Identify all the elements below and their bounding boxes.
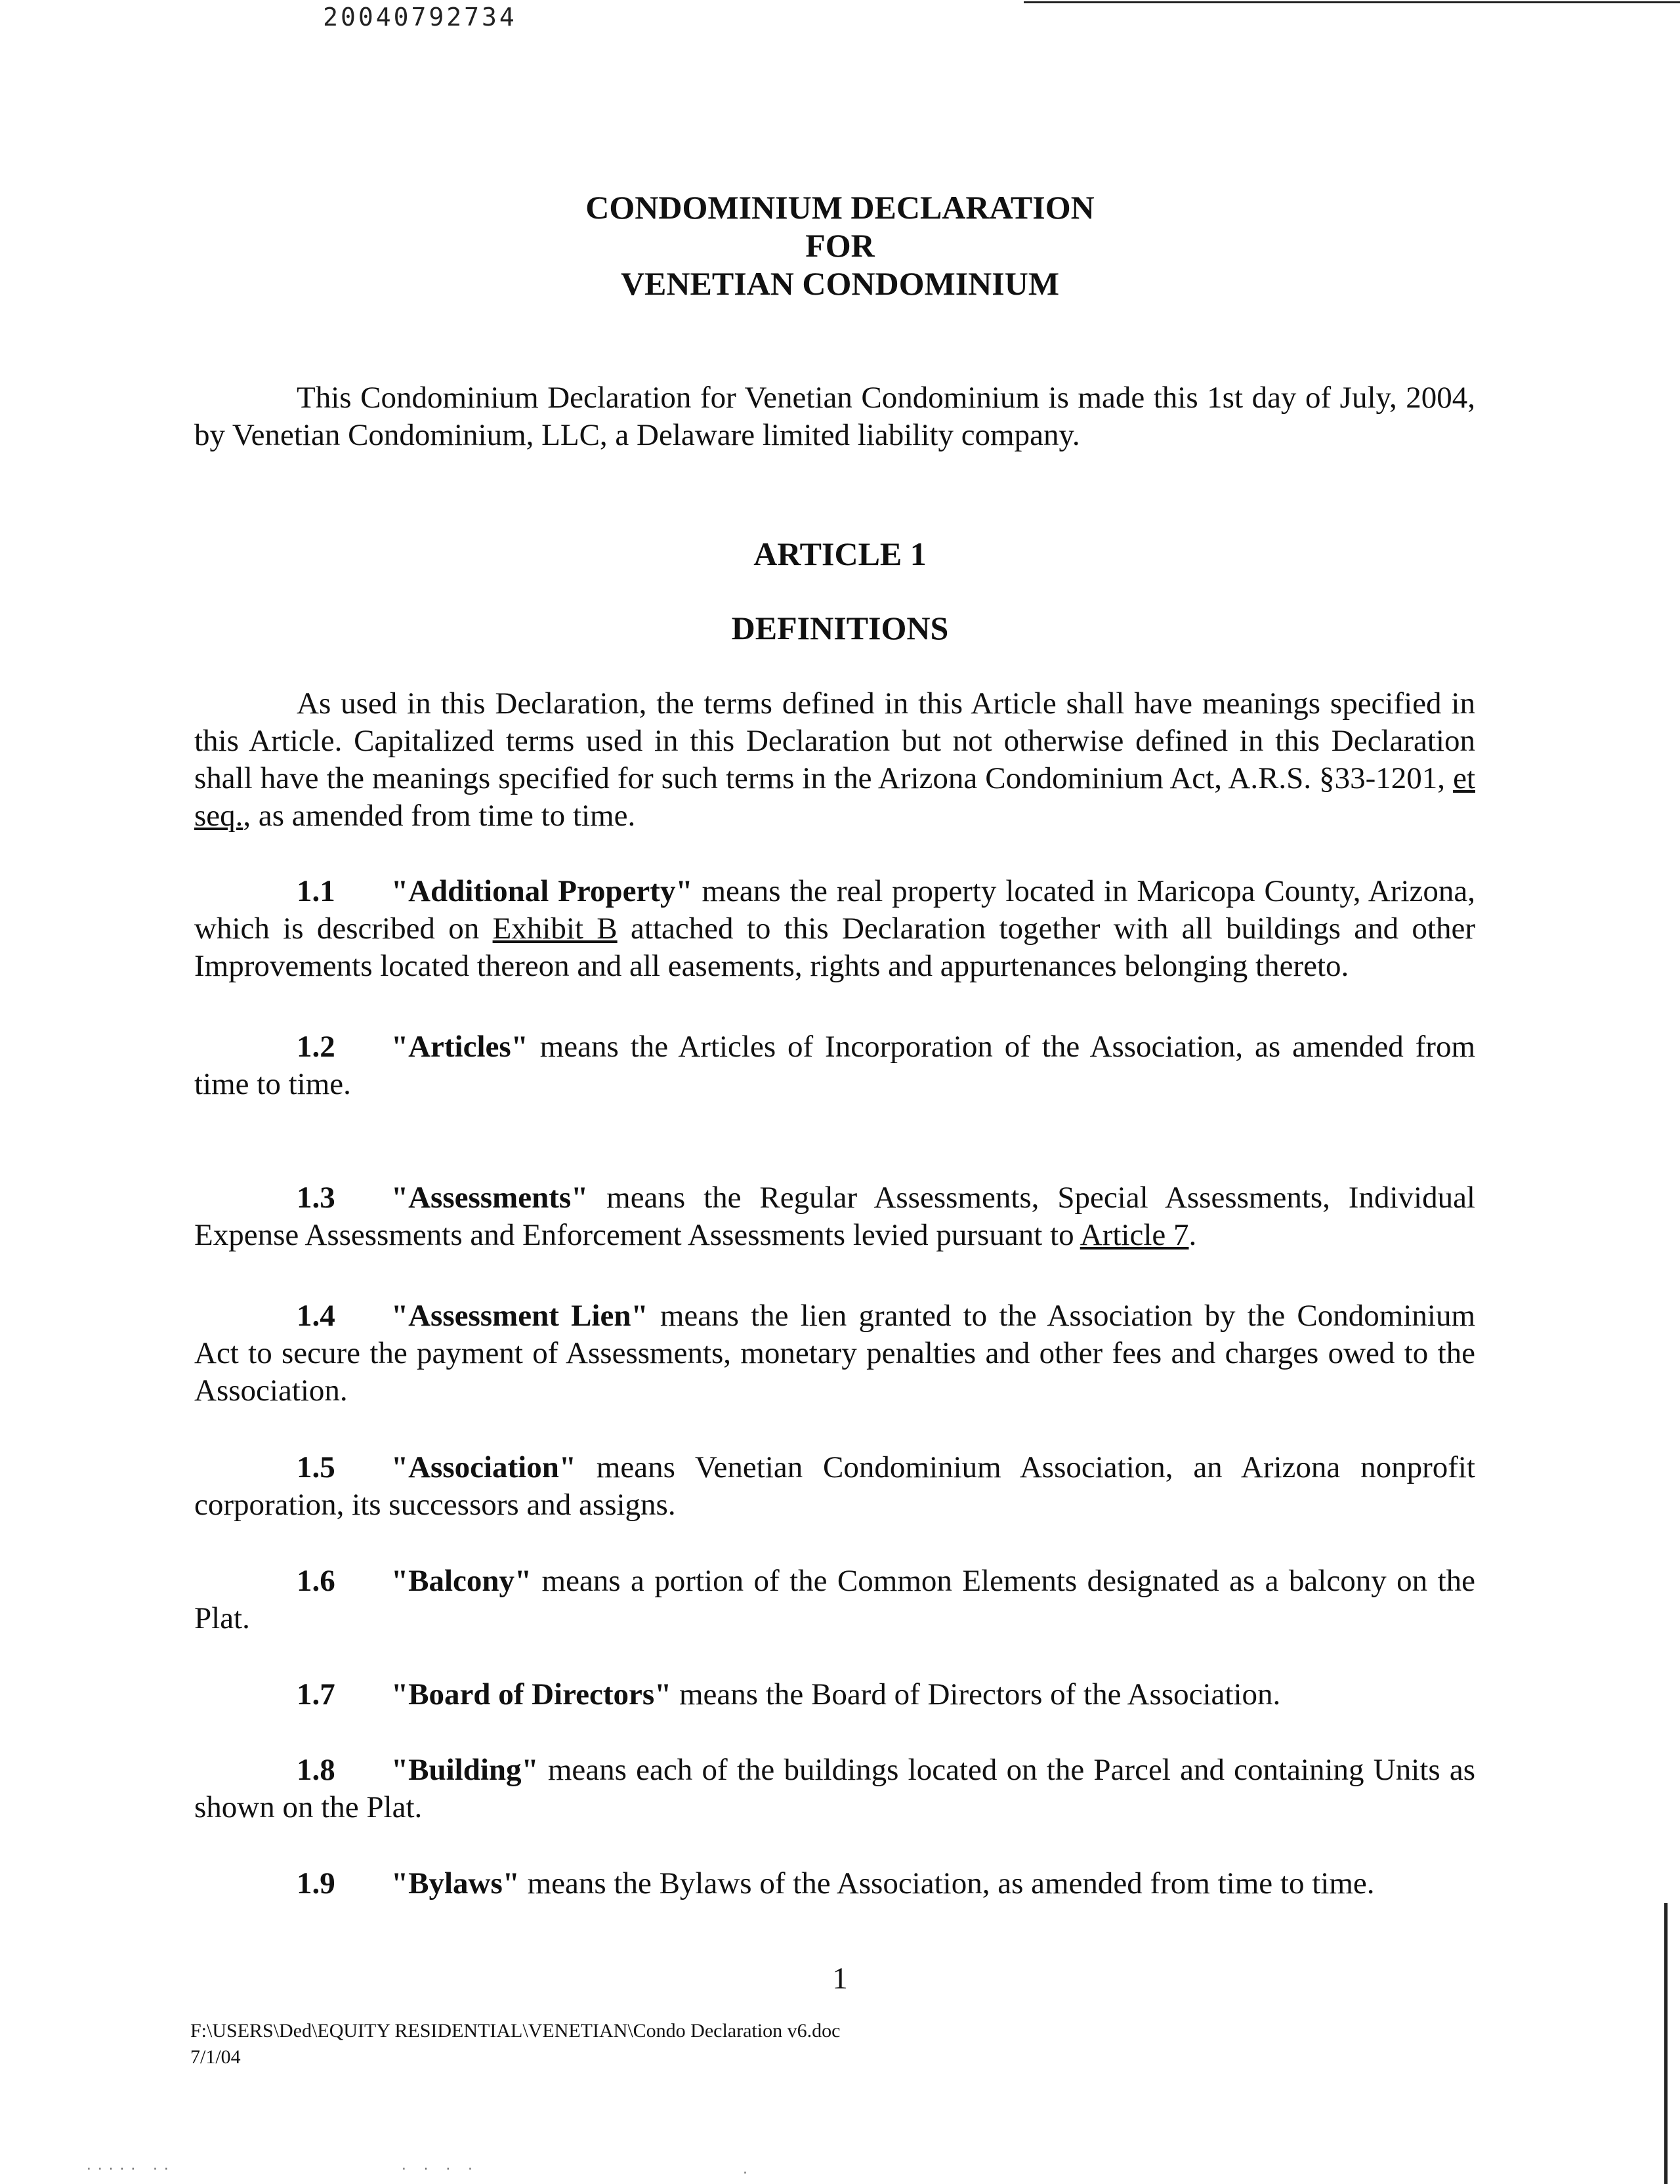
definitions-intro-text-b: , as amended from time to time. (243, 799, 636, 833)
scan-artifact: . (742, 2163, 753, 2177)
definitions-intro-text-a: As used in this Declaration, the terms defined in this Article shall have meanings specified in this Article. Capitalized terms used in this Declaration but not otherwise defined in this Declaration shall have the meanings specified for such terms in the Arizona Condominium Act, A.R.S. §33-1201, (194, 686, 1475, 795)
definition-text-a: means the Regular Assessments, Special Assessments, Individual Expense Assessments and Enforcement Assessments levied pursuant to (194, 1181, 1475, 1252)
definition-number: 1.3 (297, 1181, 335, 1215)
recording-number: 20040792734 (323, 3, 517, 32)
definition-text-a: means the Board of Directors of the Association. (671, 1677, 1281, 1712)
definition-term: "Board of Directors" (391, 1677, 672, 1712)
definition-number: 1.1 (297, 874, 335, 908)
scan-artifact: ..... .. (85, 2159, 174, 2173)
definition-1-3 (194, 1179, 1475, 1254)
definition-text-b: . (1188, 1218, 1197, 1252)
seq-text: seq. (194, 799, 243, 833)
scan-artifact: . . . . (400, 2159, 478, 2173)
footer (190, 2018, 840, 2070)
definition-1-1 (194, 873, 1475, 985)
definition-1-7 (194, 1676, 1475, 1713)
definition-term: "Assessments" (391, 1181, 589, 1215)
definition-1-4 (194, 1297, 1475, 1410)
footer-file-path: F:\USERS\Ded\EQUITY RESIDENTIAL\VENETIAN\Condo Declaration v6.doc (190, 2020, 841, 2042)
definition-text-a: means Venetian Condominium Association, an Arizona nonprofit corporation, its successors and assigns. (194, 1450, 1475, 1522)
definition-term: "Additional Property" (391, 874, 693, 908)
definition-1-5 (194, 1449, 1475, 1524)
definition-text-a: means each of the buildings located on the Parcel and containing Units as shown on the Plat. (194, 1753, 1475, 1824)
article-heading: ARTICLE 1 (753, 536, 927, 572)
footer-date: 7/1/04 (190, 2046, 241, 2068)
definition-text-a: means the Articles of Incorporation of the Association, as amended from time to time. (194, 1030, 1475, 1101)
title-line-3: VENETIAN CONDOMINIUM (620, 265, 1060, 302)
definition-term: "Balcony" (391, 1564, 532, 1598)
definition-1-6 (194, 1563, 1475, 1637)
definition-1-9 (194, 1865, 1475, 1902)
definition-text-a: means the Bylaws of the Association, as amended from time to time. (519, 1866, 1375, 1900)
title-line-2: FOR (805, 227, 875, 264)
intro-paragraph (194, 379, 1475, 454)
title-line-1: CONDOMINIUM DECLARATION (585, 189, 1095, 226)
exhibit-b-reference: Exhibit B (492, 912, 618, 946)
definition-term: "Building" (391, 1753, 539, 1787)
document-title (0, 188, 1680, 303)
definition-1-2 (194, 1028, 1475, 1103)
definition-number: 1.2 (297, 1030, 335, 1064)
et-text: et (1453, 761, 1475, 795)
definition-number: 1.4 (297, 1299, 335, 1333)
definition-text-a: means the lien granted to the Association by the Condominium Act to secure the payment of Assessments, monetary penalties and other fees and charges owed to the Association. (194, 1299, 1475, 1408)
definition-term: "Articles" (391, 1030, 528, 1064)
definitions-intro-paragraph (194, 685, 1475, 835)
page-number: 1 (832, 1962, 848, 1996)
definition-number: 1.6 (297, 1564, 335, 1598)
definition-number: 1.7 (297, 1677, 335, 1712)
definition-number: 1.8 (297, 1753, 335, 1787)
article-subheading: DEFINITIONS (731, 610, 949, 646)
definition-text-a: means a portion of the Common Elements designated as a balcony on the Plat. (194, 1564, 1475, 1635)
article-7-reference: Article 7 (1080, 1218, 1189, 1252)
definition-number: 1.9 (297, 1866, 335, 1900)
definition-term: "Bylaws" (391, 1866, 520, 1900)
top-rule-line (1024, 1, 1680, 3)
definition-text-b: attached to this Declaration together with all buildings and other Improvements located thereon and all easements, rights and appurtenances belonging thereto. (194, 912, 1476, 983)
definition-text-a: means the real property located in Maricopa County, Arizona, which is described on (194, 874, 1476, 946)
definition-term: "Assessment Lien" (391, 1299, 648, 1333)
definition-term: "Association" (391, 1450, 576, 1484)
intro-text: This Condominium Declaration for Venetian Condominium is made this 1st day of July, 2004, by Venetian Condominium, LLC, a Delaware limited liability company. (194, 381, 1475, 452)
definition-1-8 (194, 1752, 1475, 1826)
definition-number: 1.5 (297, 1450, 335, 1484)
right-edge-rule (1664, 1903, 1668, 2184)
